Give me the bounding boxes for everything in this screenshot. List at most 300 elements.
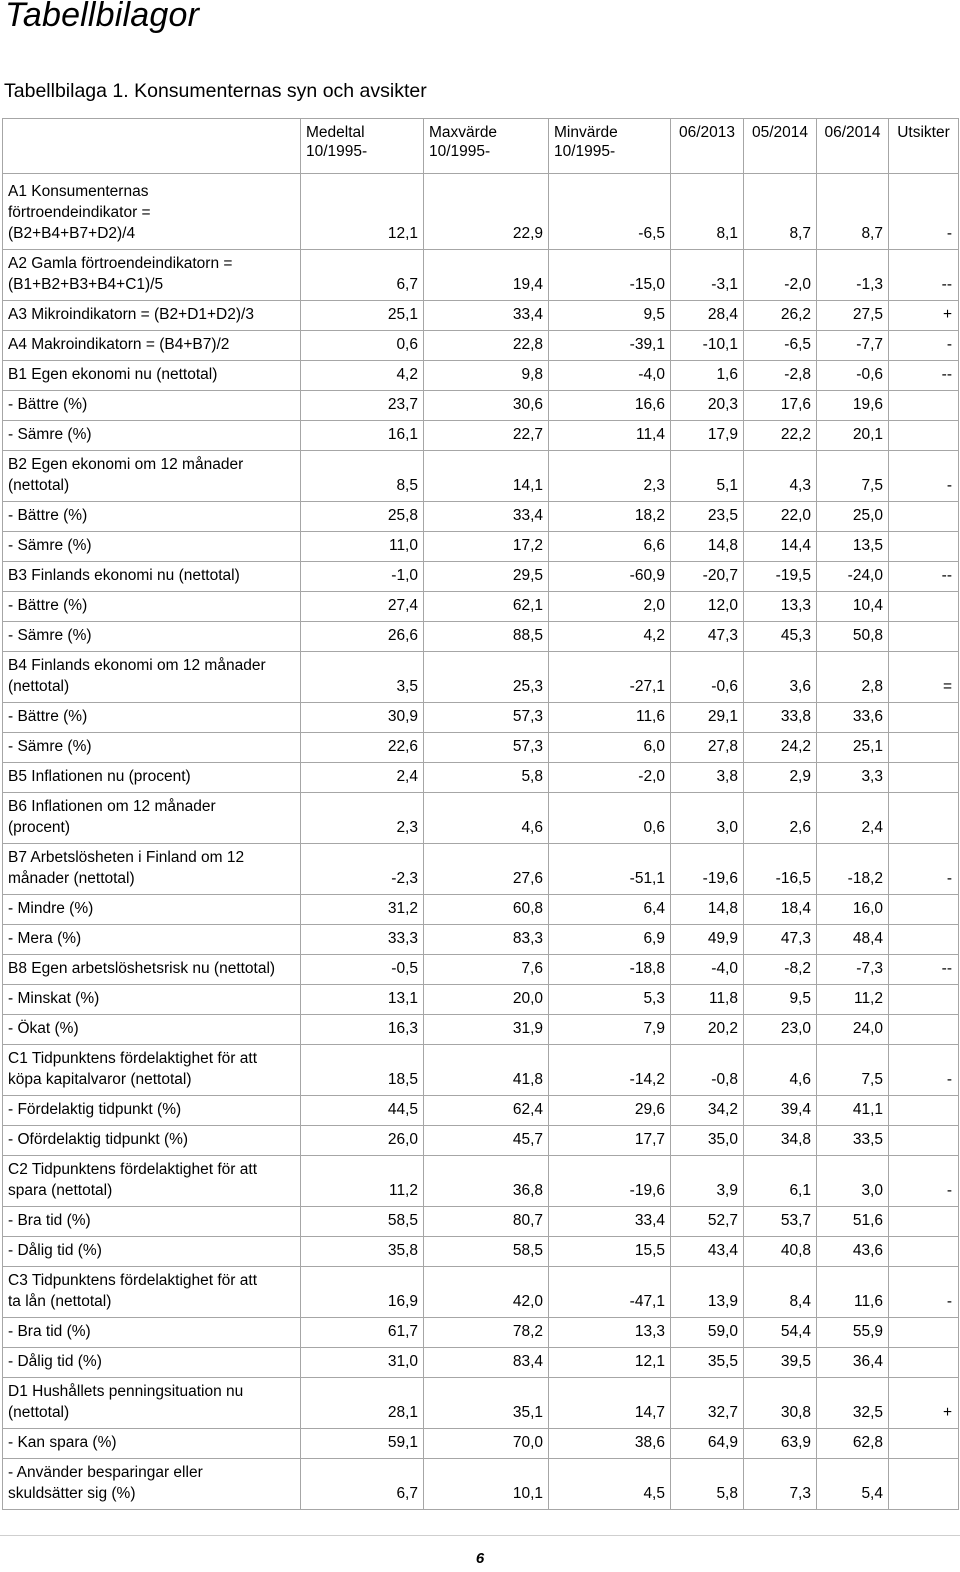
table-row xyxy=(3,925,959,955)
header-row xyxy=(3,119,959,174)
table-row xyxy=(3,1096,959,1126)
row-label: - Dålig tid (%) xyxy=(3,1348,301,1378)
row-label: - Använder besparingar eller skuldsätter sig (%) xyxy=(3,1459,301,1510)
table-row xyxy=(3,763,959,793)
value-cell: -6,5 xyxy=(744,331,817,361)
table-row xyxy=(3,1459,959,1510)
value-cell: 78,2 xyxy=(424,1318,549,1348)
value-cell: 5,8 xyxy=(424,763,549,793)
value-cell: 38,6 xyxy=(549,1429,671,1459)
column-header: 06/2014 xyxy=(817,119,889,174)
outlook-cell xyxy=(889,1459,959,1510)
outlook-cell xyxy=(889,391,959,421)
value-cell: 7,6 xyxy=(424,955,549,985)
value-cell: 5,3 xyxy=(549,985,671,1015)
outlook-cell xyxy=(889,1429,959,1459)
value-cell: 7,5 xyxy=(817,451,889,502)
value-cell: 2,0 xyxy=(549,592,671,622)
value-cell: 33,6 xyxy=(817,703,889,733)
row-label: - Sämre (%) xyxy=(3,421,301,451)
value-cell: -3,1 xyxy=(671,250,744,301)
value-cell: 22,8 xyxy=(424,331,549,361)
row-label: A2 Gamla förtroendeindikatorn = (B1+B2+B3+B4+C1)/5 xyxy=(3,250,301,301)
value-cell: 10,4 xyxy=(817,592,889,622)
row-label: - Fördelaktig tidpunkt (%) xyxy=(3,1096,301,1126)
value-cell: 83,4 xyxy=(424,1348,549,1378)
table-row xyxy=(3,985,959,1015)
value-cell: 2,8 xyxy=(817,652,889,703)
value-cell: 51,6 xyxy=(817,1207,889,1237)
value-cell: 31,2 xyxy=(301,895,424,925)
row-label: - Ökat (%) xyxy=(3,1015,301,1045)
value-cell: 25,3 xyxy=(424,652,549,703)
value-cell: 14,7 xyxy=(549,1378,671,1429)
value-cell: 13,3 xyxy=(744,592,817,622)
value-cell: 11,0 xyxy=(301,532,424,562)
value-cell: -15,0 xyxy=(549,250,671,301)
value-cell: 4,2 xyxy=(549,622,671,652)
column-header: Maxvärde 10/1995- xyxy=(424,119,549,174)
value-cell: -10,1 xyxy=(671,331,744,361)
value-cell: -19,6 xyxy=(671,844,744,895)
value-cell: 2,3 xyxy=(301,793,424,844)
outlook-cell xyxy=(889,421,959,451)
table-body xyxy=(3,174,959,1510)
value-cell: -16,5 xyxy=(744,844,817,895)
value-cell: 20,2 xyxy=(671,1015,744,1045)
value-cell: 2,3 xyxy=(549,451,671,502)
outlook-cell: -- xyxy=(889,361,959,391)
table-row xyxy=(3,1237,959,1267)
value-cell: 11,8 xyxy=(671,985,744,1015)
value-cell: -1,0 xyxy=(301,562,424,592)
row-label: B3 Finlands ekonomi nu (nettotal) xyxy=(3,562,301,592)
value-cell: 27,8 xyxy=(671,733,744,763)
value-cell: 43,6 xyxy=(817,1237,889,1267)
value-cell: 41,1 xyxy=(817,1096,889,1126)
outlook-cell: + xyxy=(889,1378,959,1429)
value-cell: 14,1 xyxy=(424,451,549,502)
value-cell: 25,1 xyxy=(301,301,424,331)
value-cell: 80,7 xyxy=(424,1207,549,1237)
value-cell: -7,3 xyxy=(817,955,889,985)
value-cell: 70,0 xyxy=(424,1429,549,1459)
value-cell: 11,6 xyxy=(549,703,671,733)
value-cell: 47,3 xyxy=(744,925,817,955)
value-cell: 36,8 xyxy=(424,1156,549,1207)
value-cell: 57,3 xyxy=(424,733,549,763)
value-cell: 48,4 xyxy=(817,925,889,955)
value-cell: 4,6 xyxy=(744,1045,817,1096)
outlook-cell: - xyxy=(889,844,959,895)
value-cell: 16,1 xyxy=(301,421,424,451)
value-cell: 2,4 xyxy=(301,763,424,793)
outlook-cell xyxy=(889,1207,959,1237)
value-cell: 24,0 xyxy=(817,1015,889,1045)
row-label: - Kan spara (%) xyxy=(3,1429,301,1459)
row-label: C3 Tidpunktens fördelaktighet för att ta lån (nettotal) xyxy=(3,1267,301,1318)
value-cell: 4,6 xyxy=(424,793,549,844)
value-cell: 58,5 xyxy=(424,1237,549,1267)
outlook-cell xyxy=(889,733,959,763)
outlook-cell xyxy=(889,1015,959,1045)
value-cell: 20,1 xyxy=(817,421,889,451)
value-cell: 30,6 xyxy=(424,391,549,421)
value-cell: -51,1 xyxy=(549,844,671,895)
table-row xyxy=(3,391,959,421)
table-row xyxy=(3,955,959,985)
value-cell: 35,0 xyxy=(671,1126,744,1156)
table-row xyxy=(3,562,959,592)
value-cell: 13,5 xyxy=(817,532,889,562)
row-label: B1 Egen ekonomi nu (nettotal) xyxy=(3,361,301,391)
table-row xyxy=(3,895,959,925)
value-cell: 26,0 xyxy=(301,1126,424,1156)
value-cell: 45,3 xyxy=(744,622,817,652)
value-cell: 26,6 xyxy=(301,622,424,652)
value-cell: 19,4 xyxy=(424,250,549,301)
value-cell: -4,0 xyxy=(671,955,744,985)
value-cell: -24,0 xyxy=(817,562,889,592)
value-cell: 45,7 xyxy=(424,1126,549,1156)
value-cell: -18,2 xyxy=(817,844,889,895)
value-cell: -0,5 xyxy=(301,955,424,985)
table-row xyxy=(3,532,959,562)
value-cell: 8,5 xyxy=(301,451,424,502)
table-row xyxy=(3,1126,959,1156)
row-label: B6 Inflationen om 12 månader (procent) xyxy=(3,793,301,844)
value-cell: 14,4 xyxy=(744,532,817,562)
value-cell: 3,5 xyxy=(301,652,424,703)
table-row xyxy=(3,844,959,895)
value-cell: 13,1 xyxy=(301,985,424,1015)
outlook-cell xyxy=(889,532,959,562)
value-cell: 4,3 xyxy=(744,451,817,502)
table-row xyxy=(3,793,959,844)
value-cell: 3,3 xyxy=(817,763,889,793)
row-label: - Bra tid (%) xyxy=(3,1318,301,1348)
value-cell: 64,9 xyxy=(671,1429,744,1459)
value-cell: 0,6 xyxy=(301,331,424,361)
value-cell: 12,1 xyxy=(301,174,424,250)
outlook-cell xyxy=(889,763,959,793)
table-row xyxy=(3,1378,959,1429)
value-cell: 17,7 xyxy=(549,1126,671,1156)
value-cell: 9,5 xyxy=(549,301,671,331)
value-cell: 35,5 xyxy=(671,1348,744,1378)
footer-divider xyxy=(0,1535,960,1536)
value-cell: 8,4 xyxy=(744,1267,817,1318)
row-label: - Mera (%) xyxy=(3,925,301,955)
outlook-cell xyxy=(889,1126,959,1156)
outlook-cell: - xyxy=(889,1156,959,1207)
value-cell: 43,4 xyxy=(671,1237,744,1267)
value-cell: 33,4 xyxy=(424,502,549,532)
outlook-cell xyxy=(889,622,959,652)
outlook-cell xyxy=(889,502,959,532)
value-cell: 33,3 xyxy=(301,925,424,955)
value-cell: 1,6 xyxy=(671,361,744,391)
outlook-cell: - xyxy=(889,451,959,502)
value-cell: 28,4 xyxy=(671,301,744,331)
value-cell: 31,9 xyxy=(424,1015,549,1045)
table-row xyxy=(3,703,959,733)
value-cell: 22,0 xyxy=(744,502,817,532)
value-cell: 25,8 xyxy=(301,502,424,532)
value-cell: 6,1 xyxy=(744,1156,817,1207)
row-label: - Sämre (%) xyxy=(3,532,301,562)
column-header: Medeltal 10/1995- xyxy=(301,119,424,174)
value-cell: 7,9 xyxy=(549,1015,671,1045)
value-cell: 6,4 xyxy=(549,895,671,925)
value-cell: 13,3 xyxy=(549,1318,671,1348)
value-cell: 22,7 xyxy=(424,421,549,451)
outlook-cell xyxy=(889,1096,959,1126)
value-cell: 5,8 xyxy=(671,1459,744,1510)
table-row xyxy=(3,622,959,652)
value-cell: 5,4 xyxy=(817,1459,889,1510)
table-row xyxy=(3,301,959,331)
value-cell: 47,3 xyxy=(671,622,744,652)
value-cell: 30,8 xyxy=(744,1378,817,1429)
outlook-cell xyxy=(889,592,959,622)
row-label: - Bättre (%) xyxy=(3,592,301,622)
value-cell: 33,8 xyxy=(744,703,817,733)
value-cell: 57,3 xyxy=(424,703,549,733)
value-cell: 9,8 xyxy=(424,361,549,391)
value-cell: 63,9 xyxy=(744,1429,817,1459)
value-cell: 22,6 xyxy=(301,733,424,763)
value-cell: 9,5 xyxy=(744,985,817,1015)
value-cell: 52,7 xyxy=(671,1207,744,1237)
value-cell: 3,0 xyxy=(671,793,744,844)
value-cell: 17,2 xyxy=(424,532,549,562)
value-cell: 6,6 xyxy=(549,532,671,562)
value-cell: 33,4 xyxy=(424,301,549,331)
table-row xyxy=(3,250,959,301)
value-cell: 10,1 xyxy=(424,1459,549,1510)
value-cell: -2,0 xyxy=(549,763,671,793)
value-cell: 59,1 xyxy=(301,1429,424,1459)
row-label: - Sämre (%) xyxy=(3,622,301,652)
row-label: B4 Finlands ekonomi om 12 månader (nettotal) xyxy=(3,652,301,703)
outlook-cell: -- xyxy=(889,562,959,592)
value-cell: 14,8 xyxy=(671,895,744,925)
value-cell: 2,4 xyxy=(817,793,889,844)
value-cell: 16,3 xyxy=(301,1015,424,1045)
value-cell: 50,8 xyxy=(817,622,889,652)
value-cell: 11,4 xyxy=(549,421,671,451)
value-cell: 32,5 xyxy=(817,1378,889,1429)
outlook-cell xyxy=(889,895,959,925)
value-cell: 33,4 xyxy=(549,1207,671,1237)
value-cell: 23,7 xyxy=(301,391,424,421)
row-label: D1 Hushållets penningsituation nu (nettotal) xyxy=(3,1378,301,1429)
value-cell: 58,5 xyxy=(301,1207,424,1237)
table-row xyxy=(3,652,959,703)
value-cell: 6,7 xyxy=(301,250,424,301)
value-cell: 3,0 xyxy=(817,1156,889,1207)
value-cell: 39,4 xyxy=(744,1096,817,1126)
table-row xyxy=(3,1015,959,1045)
value-cell: -0,6 xyxy=(671,652,744,703)
value-cell: 12,1 xyxy=(549,1348,671,1378)
table-row xyxy=(3,592,959,622)
row-label: - Mindre (%) xyxy=(3,895,301,925)
value-cell: 27,5 xyxy=(817,301,889,331)
value-cell: -47,1 xyxy=(549,1267,671,1318)
value-cell: -60,9 xyxy=(549,562,671,592)
table-row xyxy=(3,1267,959,1318)
value-cell: 62,1 xyxy=(424,592,549,622)
value-cell: 26,2 xyxy=(744,301,817,331)
row-label: B7 Arbetslösheten i Finland om 12 månader (nettotal) xyxy=(3,844,301,895)
value-cell: 61,7 xyxy=(301,1318,424,1348)
value-cell: 28,1 xyxy=(301,1378,424,1429)
value-cell: 6,9 xyxy=(549,925,671,955)
value-cell: 83,3 xyxy=(424,925,549,955)
value-cell: 18,4 xyxy=(744,895,817,925)
value-cell: 16,6 xyxy=(549,391,671,421)
value-cell: 40,8 xyxy=(744,1237,817,1267)
column-header: Minvärde 10/1995- xyxy=(549,119,671,174)
table-row xyxy=(3,502,959,532)
page-title: Tabellbilagor xyxy=(5,0,200,34)
value-cell: -19,5 xyxy=(744,562,817,592)
value-cell: -2,8 xyxy=(744,361,817,391)
value-cell: 5,1 xyxy=(671,451,744,502)
table-row xyxy=(3,331,959,361)
consumer-survey-table xyxy=(2,118,959,1510)
outlook-cell xyxy=(889,1318,959,1348)
value-cell: 4,2 xyxy=(301,361,424,391)
value-cell: 36,4 xyxy=(817,1348,889,1378)
value-cell: -19,6 xyxy=(549,1156,671,1207)
column-header: Utsikter xyxy=(889,119,959,174)
value-cell: 22,2 xyxy=(744,421,817,451)
outlook-cell: + xyxy=(889,301,959,331)
value-cell: 23,5 xyxy=(671,502,744,532)
value-cell: 3,9 xyxy=(671,1156,744,1207)
row-label: - Ofördelaktig tidpunkt (%) xyxy=(3,1126,301,1156)
row-label: A1 Konsumenternas förtroendeindikator = (B2+B4+B7+D2)/4 xyxy=(3,174,301,250)
value-cell: 0,6 xyxy=(549,793,671,844)
column-header: 06/2013 xyxy=(671,119,744,174)
row-label: - Bättre (%) xyxy=(3,502,301,532)
value-cell: 17,9 xyxy=(671,421,744,451)
value-cell: 54,4 xyxy=(744,1318,817,1348)
table-row xyxy=(3,451,959,502)
row-label: - Bättre (%) xyxy=(3,391,301,421)
page-number: 6 xyxy=(475,1550,485,1567)
value-cell: 29,1 xyxy=(671,703,744,733)
value-cell: 3,6 xyxy=(744,652,817,703)
value-cell: -4,0 xyxy=(549,361,671,391)
section-title: Tabellbilaga 1. Konsumenternas syn och avsikter xyxy=(4,80,427,102)
value-cell: 30,9 xyxy=(301,703,424,733)
value-cell: 7,5 xyxy=(817,1045,889,1096)
table-row xyxy=(3,1348,959,1378)
value-cell: 88,5 xyxy=(424,622,549,652)
row-label: B2 Egen ekonomi om 12 månader (nettotal) xyxy=(3,451,301,502)
value-cell: 33,5 xyxy=(817,1126,889,1156)
column-header: 05/2014 xyxy=(744,119,817,174)
value-cell: 32,7 xyxy=(671,1378,744,1429)
value-cell: 23,0 xyxy=(744,1015,817,1045)
value-cell: 39,5 xyxy=(744,1348,817,1378)
row-label: - Bra tid (%) xyxy=(3,1207,301,1237)
value-cell: 25,1 xyxy=(817,733,889,763)
value-cell: 62,8 xyxy=(817,1429,889,1459)
value-cell: 44,5 xyxy=(301,1096,424,1126)
value-cell: 6,0 xyxy=(549,733,671,763)
row-label: - Bättre (%) xyxy=(3,703,301,733)
row-label: A4 Makroindikatorn = (B4+B7)/2 xyxy=(3,331,301,361)
value-cell: 34,2 xyxy=(671,1096,744,1126)
value-cell: 42,0 xyxy=(424,1267,549,1318)
value-cell: 17,6 xyxy=(744,391,817,421)
value-cell: 25,0 xyxy=(817,502,889,532)
outlook-cell: - xyxy=(889,1267,959,1318)
table-row xyxy=(3,1318,959,1348)
value-cell: 2,6 xyxy=(744,793,817,844)
value-cell: -2,0 xyxy=(744,250,817,301)
value-cell: -27,1 xyxy=(549,652,671,703)
value-cell: 27,4 xyxy=(301,592,424,622)
table-row xyxy=(3,361,959,391)
value-cell: 22,9 xyxy=(424,174,549,250)
row-label: - Dålig tid (%) xyxy=(3,1237,301,1267)
outlook-cell xyxy=(889,925,959,955)
value-cell: 55,9 xyxy=(817,1318,889,1348)
outlook-cell xyxy=(889,703,959,733)
value-cell: 7,3 xyxy=(744,1459,817,1510)
row-label: B8 Egen arbetslöshetsrisk nu (nettotal) xyxy=(3,955,301,985)
value-cell: 8,7 xyxy=(744,174,817,250)
value-cell: 49,9 xyxy=(671,925,744,955)
table-row xyxy=(3,1156,959,1207)
outlook-cell: -- xyxy=(889,955,959,985)
value-cell: -6,5 xyxy=(549,174,671,250)
value-cell: 13,9 xyxy=(671,1267,744,1318)
value-cell: 62,4 xyxy=(424,1096,549,1126)
row-label: C2 Tidpunktens fördelaktighet för att spara (nettotal) xyxy=(3,1156,301,1207)
value-cell: 35,1 xyxy=(424,1378,549,1429)
table-row xyxy=(3,174,959,250)
value-cell: 53,7 xyxy=(744,1207,817,1237)
table-row xyxy=(3,421,959,451)
value-cell: 11,2 xyxy=(817,985,889,1015)
column-header-label xyxy=(3,119,301,174)
value-cell: 4,5 xyxy=(549,1459,671,1510)
value-cell: 11,6 xyxy=(817,1267,889,1318)
table-row xyxy=(3,1429,959,1459)
value-cell: 8,7 xyxy=(817,174,889,250)
value-cell: 29,5 xyxy=(424,562,549,592)
value-cell: 60,8 xyxy=(424,895,549,925)
table-row xyxy=(3,733,959,763)
value-cell: 34,8 xyxy=(744,1126,817,1156)
value-cell: 16,0 xyxy=(817,895,889,925)
outlook-cell xyxy=(889,793,959,844)
value-cell: 12,0 xyxy=(671,592,744,622)
value-cell: -39,1 xyxy=(549,331,671,361)
value-cell: -0,8 xyxy=(671,1045,744,1096)
value-cell: -0,6 xyxy=(817,361,889,391)
value-cell: 3,8 xyxy=(671,763,744,793)
value-cell: 59,0 xyxy=(671,1318,744,1348)
outlook-cell: - xyxy=(889,1045,959,1096)
